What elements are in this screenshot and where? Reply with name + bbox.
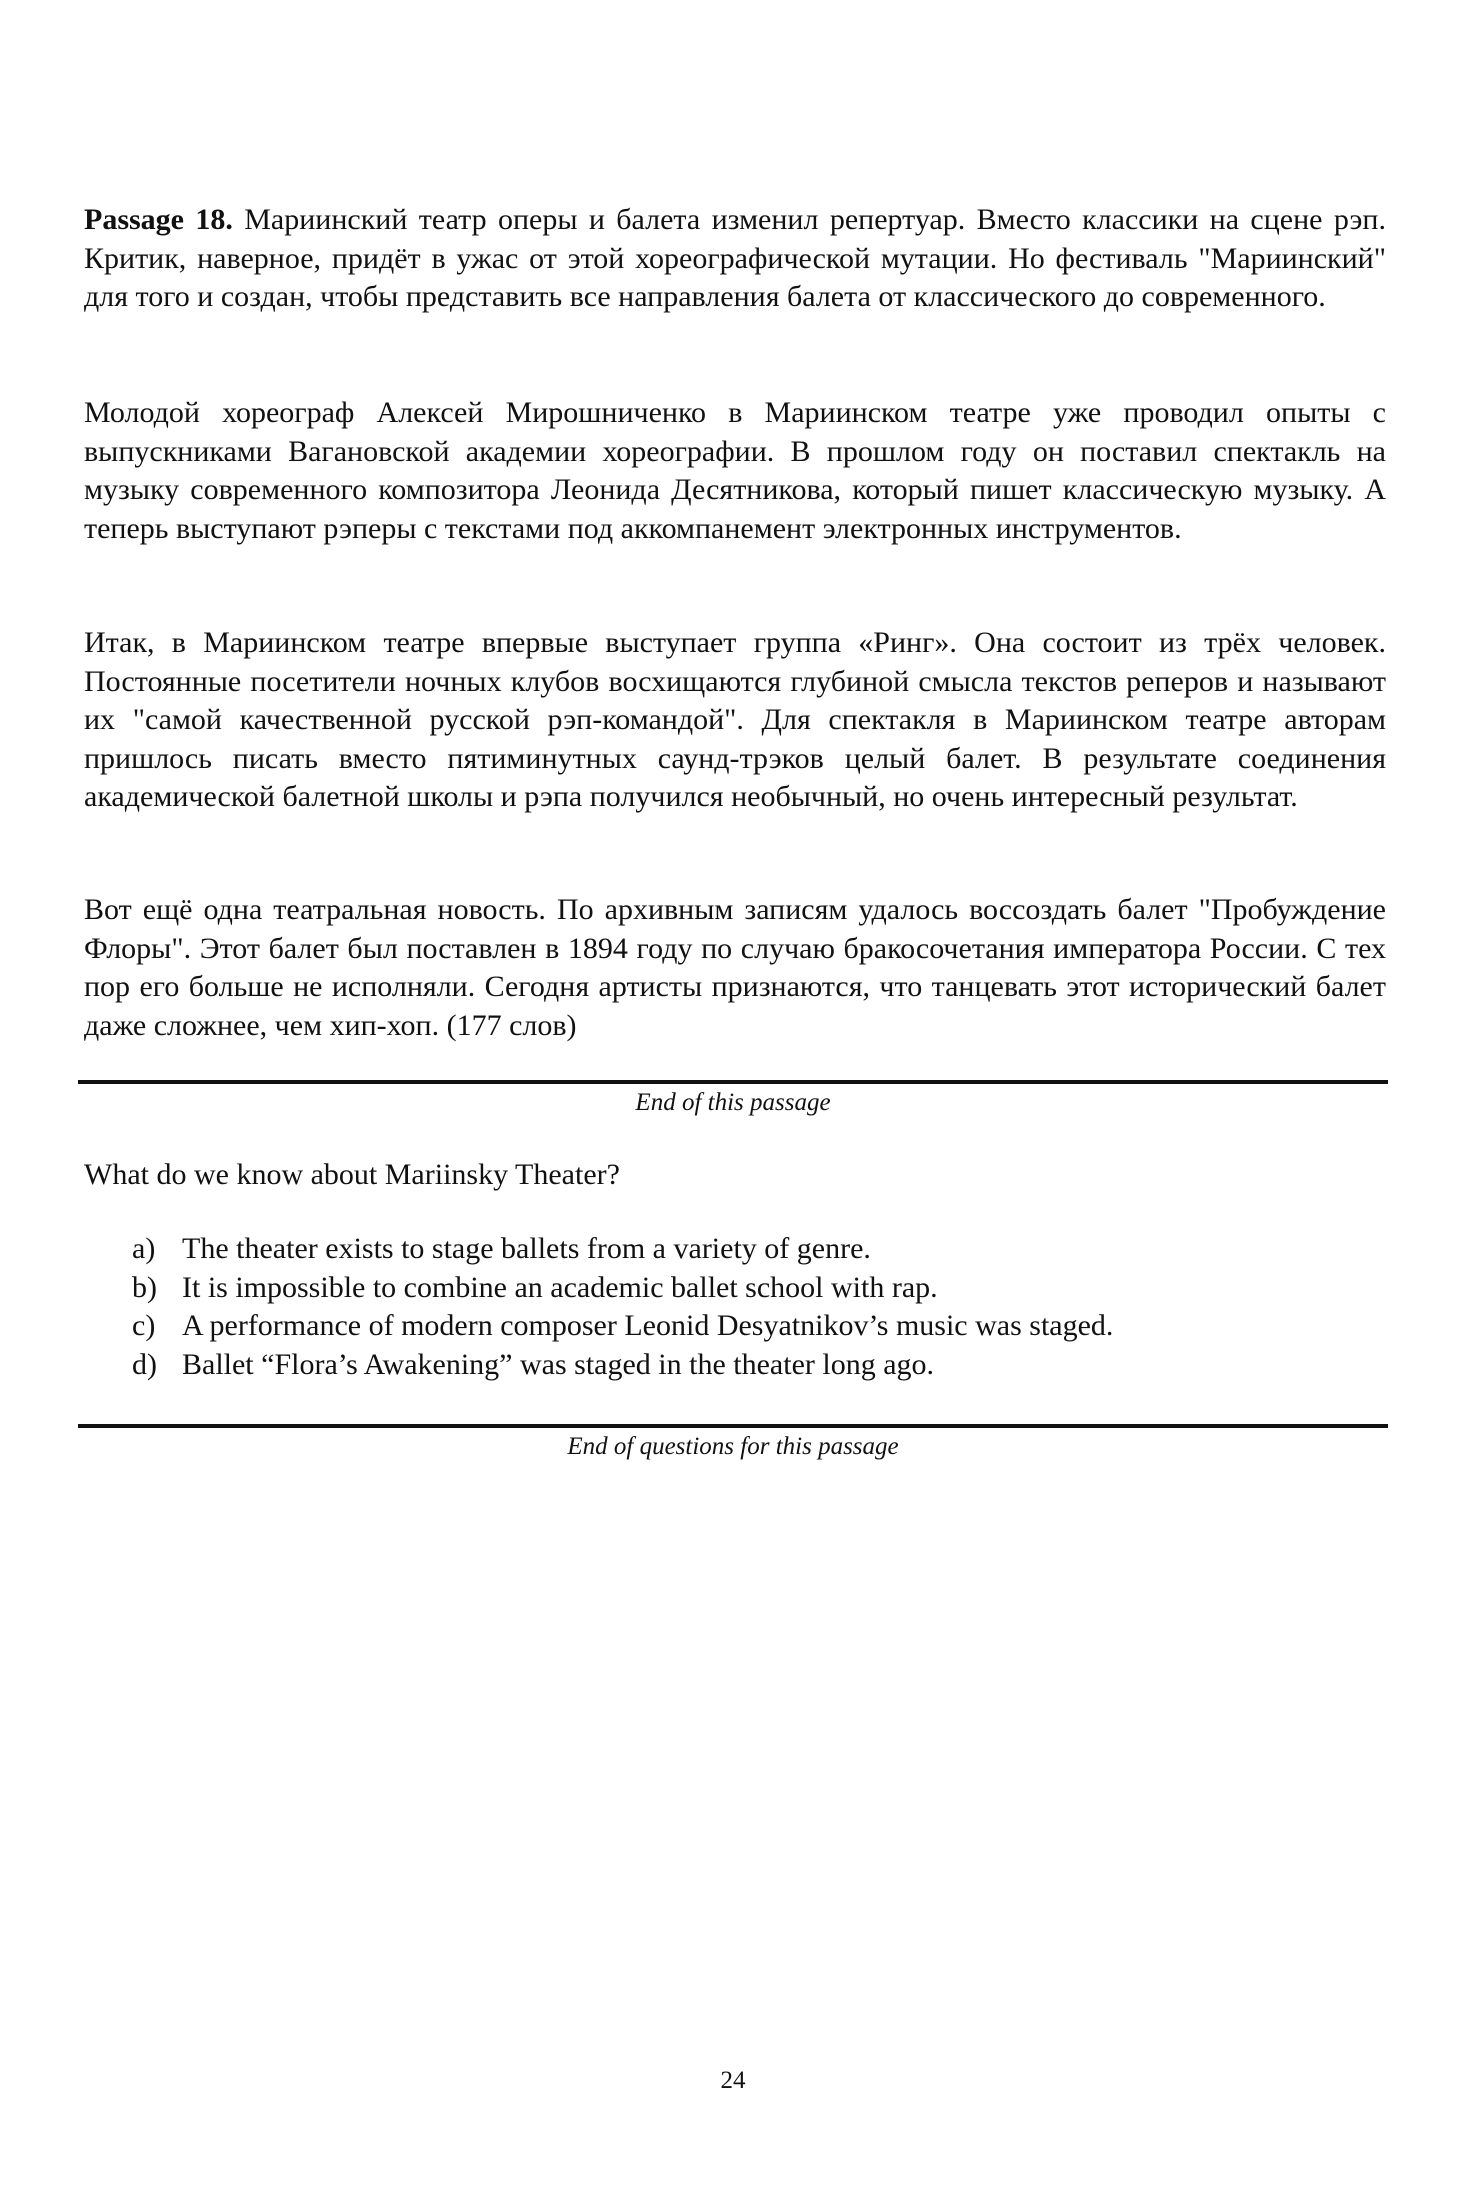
option-letter: a) bbox=[132, 1232, 156, 1265]
option-text: Ballet “Flora’s Awakening” was staged in the theater long ago. bbox=[182, 1347, 935, 1381]
questions-end-divider bbox=[78, 1424, 1388, 1428]
answer-option-b bbox=[132, 1269, 1113, 1308]
passage-paragraph-2: Молодой хореограф Алексей Мирошниченко в Мариинском театре уже проводил опыты с выпускниками Вагановской академии хореографии. В прошлом году он поставил спектакль на музыку современного композитора Леонида Десятникова, который пишет классическую музыку. А теперь выступают рэперы с текстами под аккомпанемент электронных инструментов. bbox=[84, 396, 1386, 545]
question-text: What do we know about Mariinsky Theater? bbox=[84, 1158, 620, 1191]
answer-option-d bbox=[132, 1346, 1113, 1385]
option-text: It is impossible to combine an academic ballet school with rap. bbox=[182, 1270, 938, 1304]
answer-option-c bbox=[132, 1307, 1113, 1346]
option-letter: d) bbox=[132, 1347, 157, 1381]
passage-paragraph-1-text: Мариинский театр оперы и балета изменил репертуар. Вместо классики на сцене рэп. Критик, наверное, придёт в ужас от этой хореографической мутации. Но фестиваль "Мариинский" для того и создан, чтобы представить все направления балета от классического до современного. bbox=[84, 203, 1386, 314]
questions-end-caption: End of questions for this passage bbox=[567, 1433, 899, 1460]
option-letter: b) bbox=[132, 1270, 157, 1304]
passage-end-caption: End of this passage bbox=[635, 1089, 831, 1116]
option-text: The theater exists to stage ballets from a variety of genre. bbox=[182, 1232, 871, 1265]
passage-label: Passage 18. bbox=[84, 203, 233, 236]
passage-paragraph-1 bbox=[84, 201, 1386, 317]
page-number: 24 bbox=[720, 2067, 746, 2094]
option-letter: c) bbox=[132, 1309, 156, 1343]
passage-end-divider bbox=[78, 1080, 1388, 1084]
answer-options-list bbox=[132, 1230, 1113, 1384]
option-text: A performance of modern composer Leonid Desyatnikov’s music was staged. bbox=[182, 1309, 1114, 1343]
answer-option-a bbox=[132, 1230, 1113, 1269]
passage-paragraph-3: Итак, в Мариинском театре впервые выступает группа «Ринг». Она состоит из трёх человек. Постоянные посетители ночных клубов восхищаются глубиной смысла текстов реперов и называют их "самой качественной русской рэп-командой". Для спектакля в Мариинском театре авторам пришлось писать вместо пятиминутных саунд-трэков целый балет. В результате соединения академической балетной школы и рэпа получился необычный, но очень интересный результат. bbox=[84, 626, 1386, 814]
passage-paragraph-4: Вот ещё одна театральная новость. По архивным записям удалось воссоздать балет "Пробуждение Флоры". Этот балет был поставлен в 1894 году по случаю бракосочетания императора России. С тех пор его больше не исполняли. Сегодня артисты признаются, что танцевать этот исторический балет даже сложнее, чем хип-хоп. (177 слов) bbox=[84, 893, 1386, 1042]
